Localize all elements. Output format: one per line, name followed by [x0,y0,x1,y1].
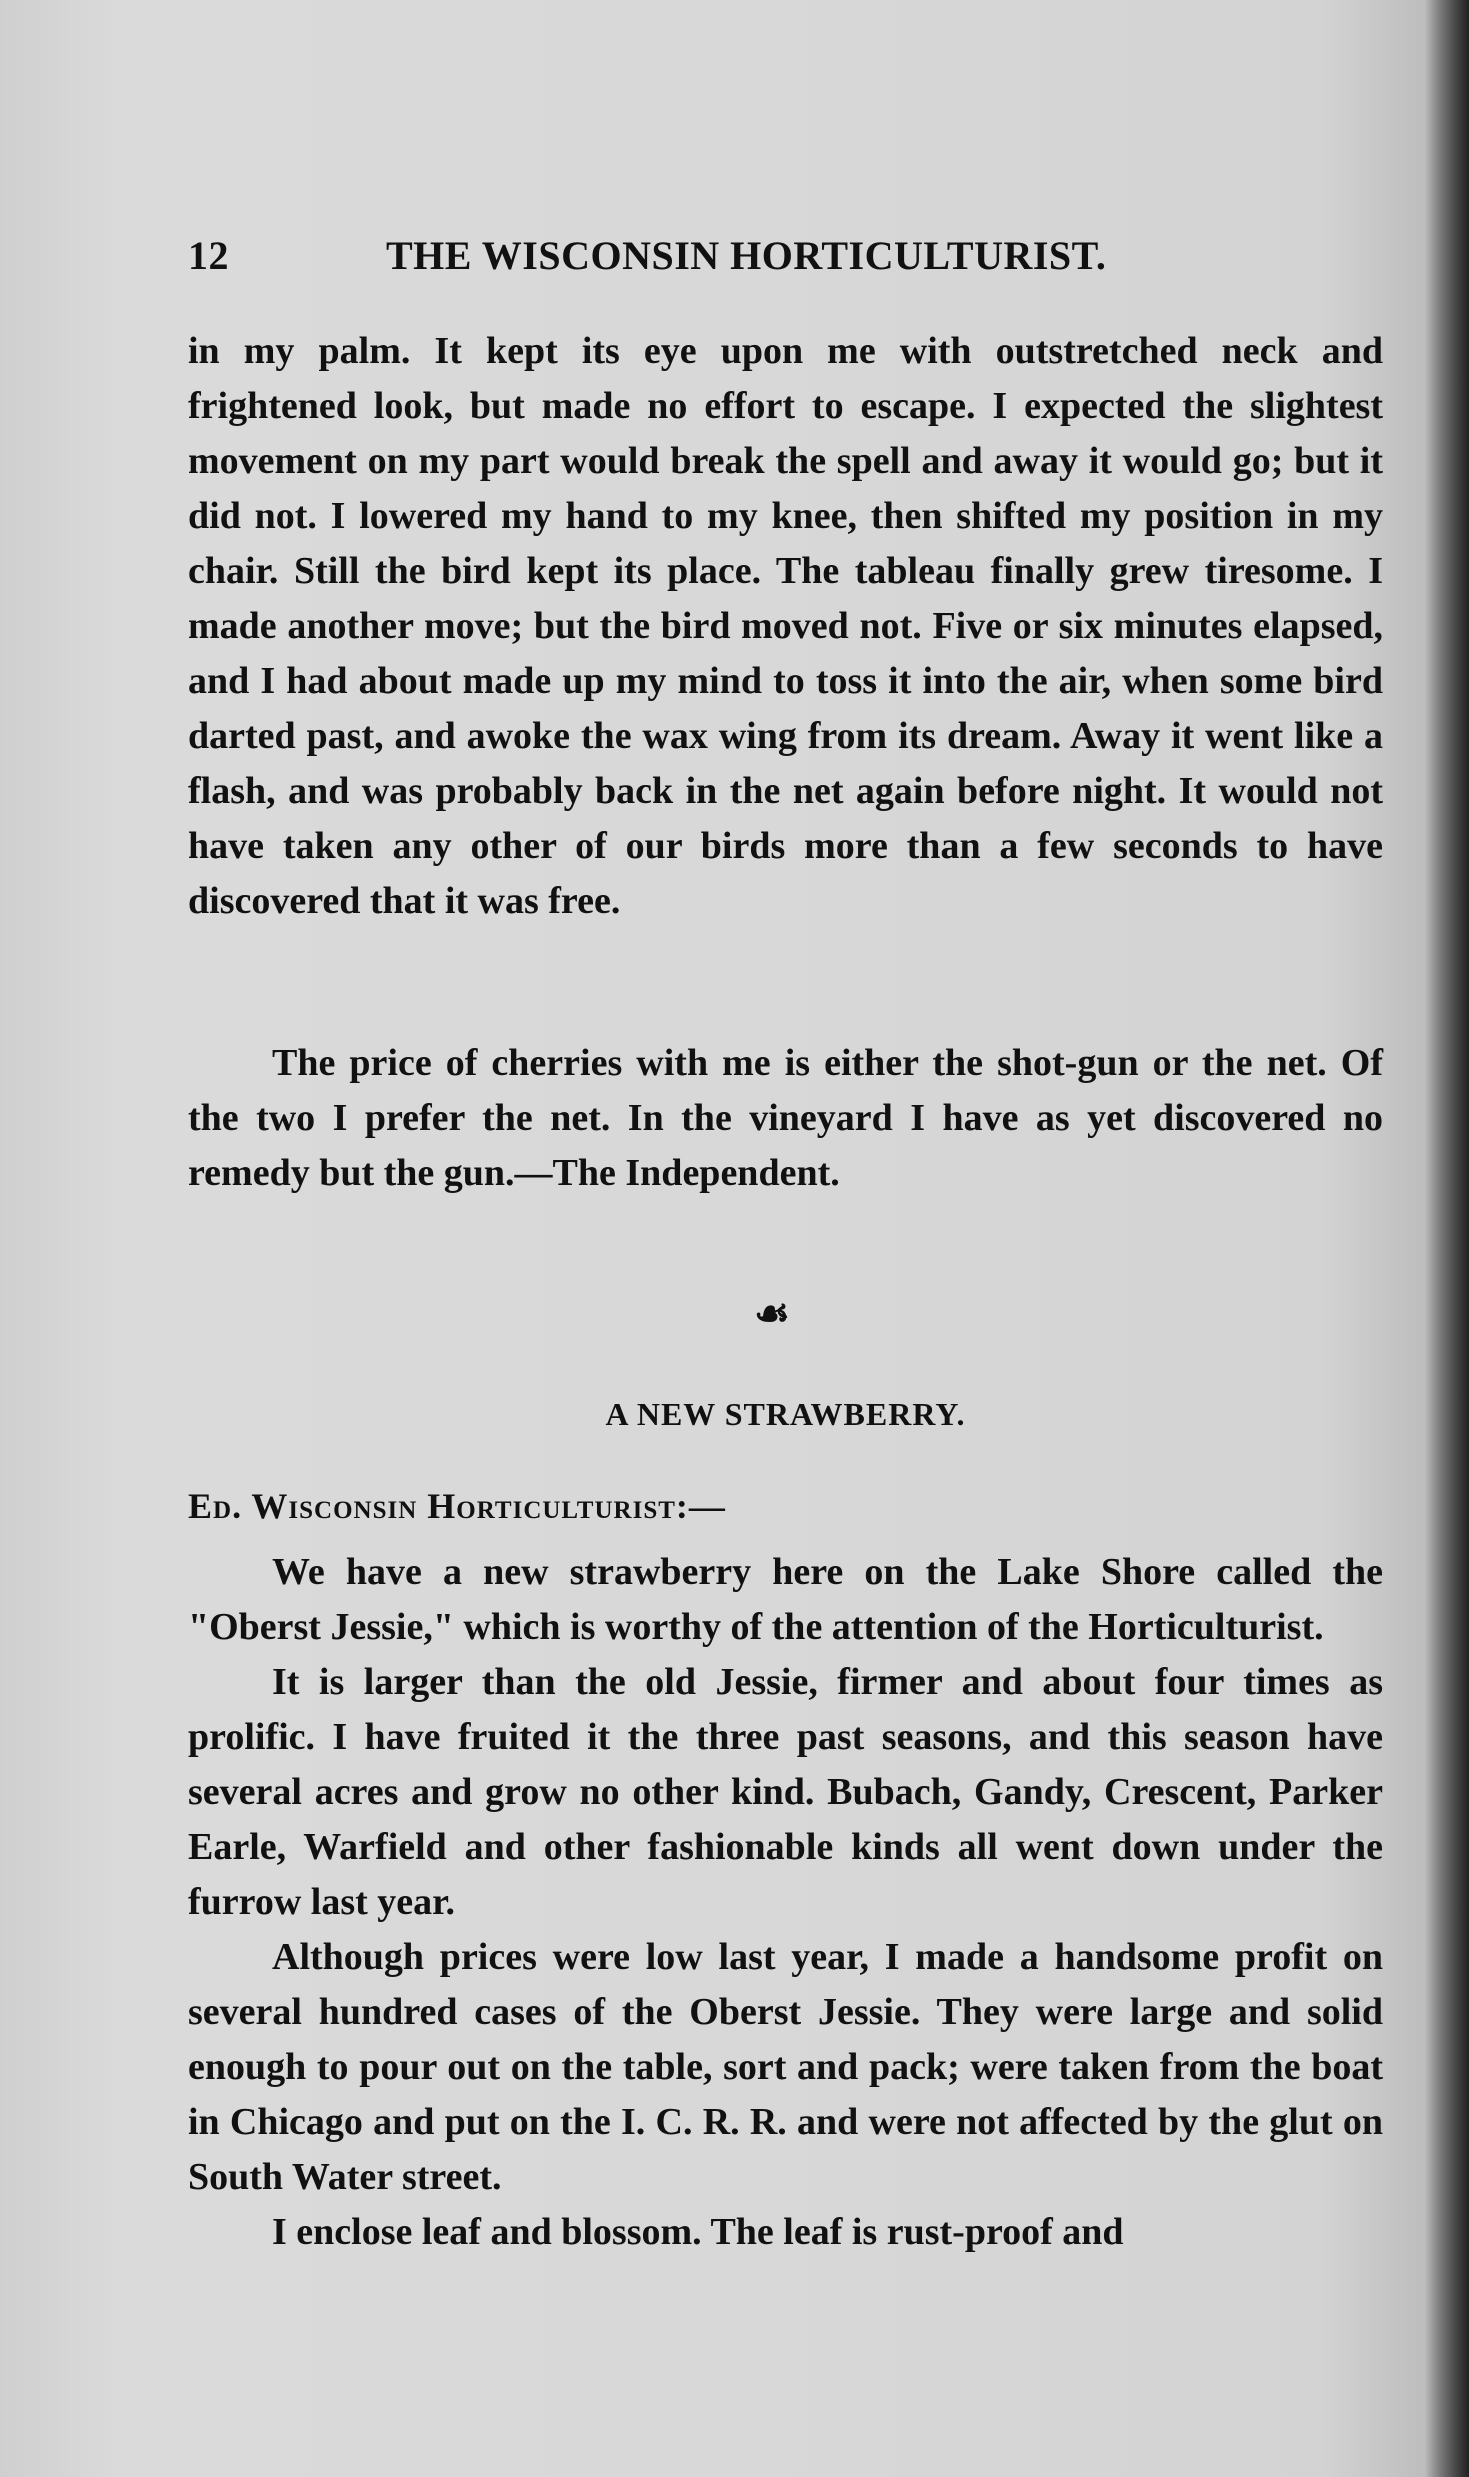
article-2-paragraph: It is larger than the old Jessie, firmer and about four times as prolific. I have fruited it the three past seasons, and this season have several acres and grow no other kind. Bubach, Gandy, Crescent, Parker Earle, Warfield and other fashionable kinds all went down under the furrow last year. [188,1661,1383,1923]
article-2-body [188,1545,1383,2260]
section-ornament: ☙ [754,1290,790,1337]
article-1-body-continued [188,1036,1383,1201]
page-number: 12 [188,233,229,278]
article-1-paragraph: The price of cherries with me is either the shot-gun or the net. Of the two I prefer the net. In the vineyard I have as yet discovered no remedy but the gun.—The Independent. [188,1042,1383,1194]
article-1-paragraph: in my palm. It kept its eye upon me with outstretched neck and frightened look, but made no effort to escape. I expected the slightest movement on my part would break the spell and away it would go; but it did not. I lowered my hand to my knee, then shifted my position in my chair. Still the bird kept its place. The tableau finally grew tiresome. I made another move; but the bird moved not. Five or six minutes elapsed, and I had about made up my mind to toss it into the air, when some bird darted past, and awoke the wax wing from its dream. Away it went like a flash, and was probably back in the net again before night. It would not have taken any other of our birds more than a few seconds to have discovered that it was free. [188,330,1383,922]
running-head [188,232,1188,282]
article-2-heading: A NEW STRAWBERRY. [605,1396,966,1432]
page-gutter-shadow [1425,0,1469,2477]
article-2-paragraph: Although prices were low last year, I made a handsome profit on several hundred cases of the Oberst Jessie. They were large and solid enough to pour out on the table, sort and pack; were taken from the boat in Chicago and put on the I. C. R. R. and were not affected by the glut on South Water street. [188,1936,1383,2198]
article-2-salutation: Ed. Wisconsin Horticulturist:— [188,1486,726,1526]
journal-title: THE WISCONSIN HORTICULTURIST. [386,233,1107,278]
article-2-paragraph: We have a new strawberry here on the Lake Shore called the "Oberst Jessie," which is worthy of the attention of the Horticulturist. [188,1551,1383,1648]
article-2-paragraph: I enclose leaf and blossom. The leaf is rust-proof and [272,2211,1124,2253]
article-1-body [188,324,1383,929]
